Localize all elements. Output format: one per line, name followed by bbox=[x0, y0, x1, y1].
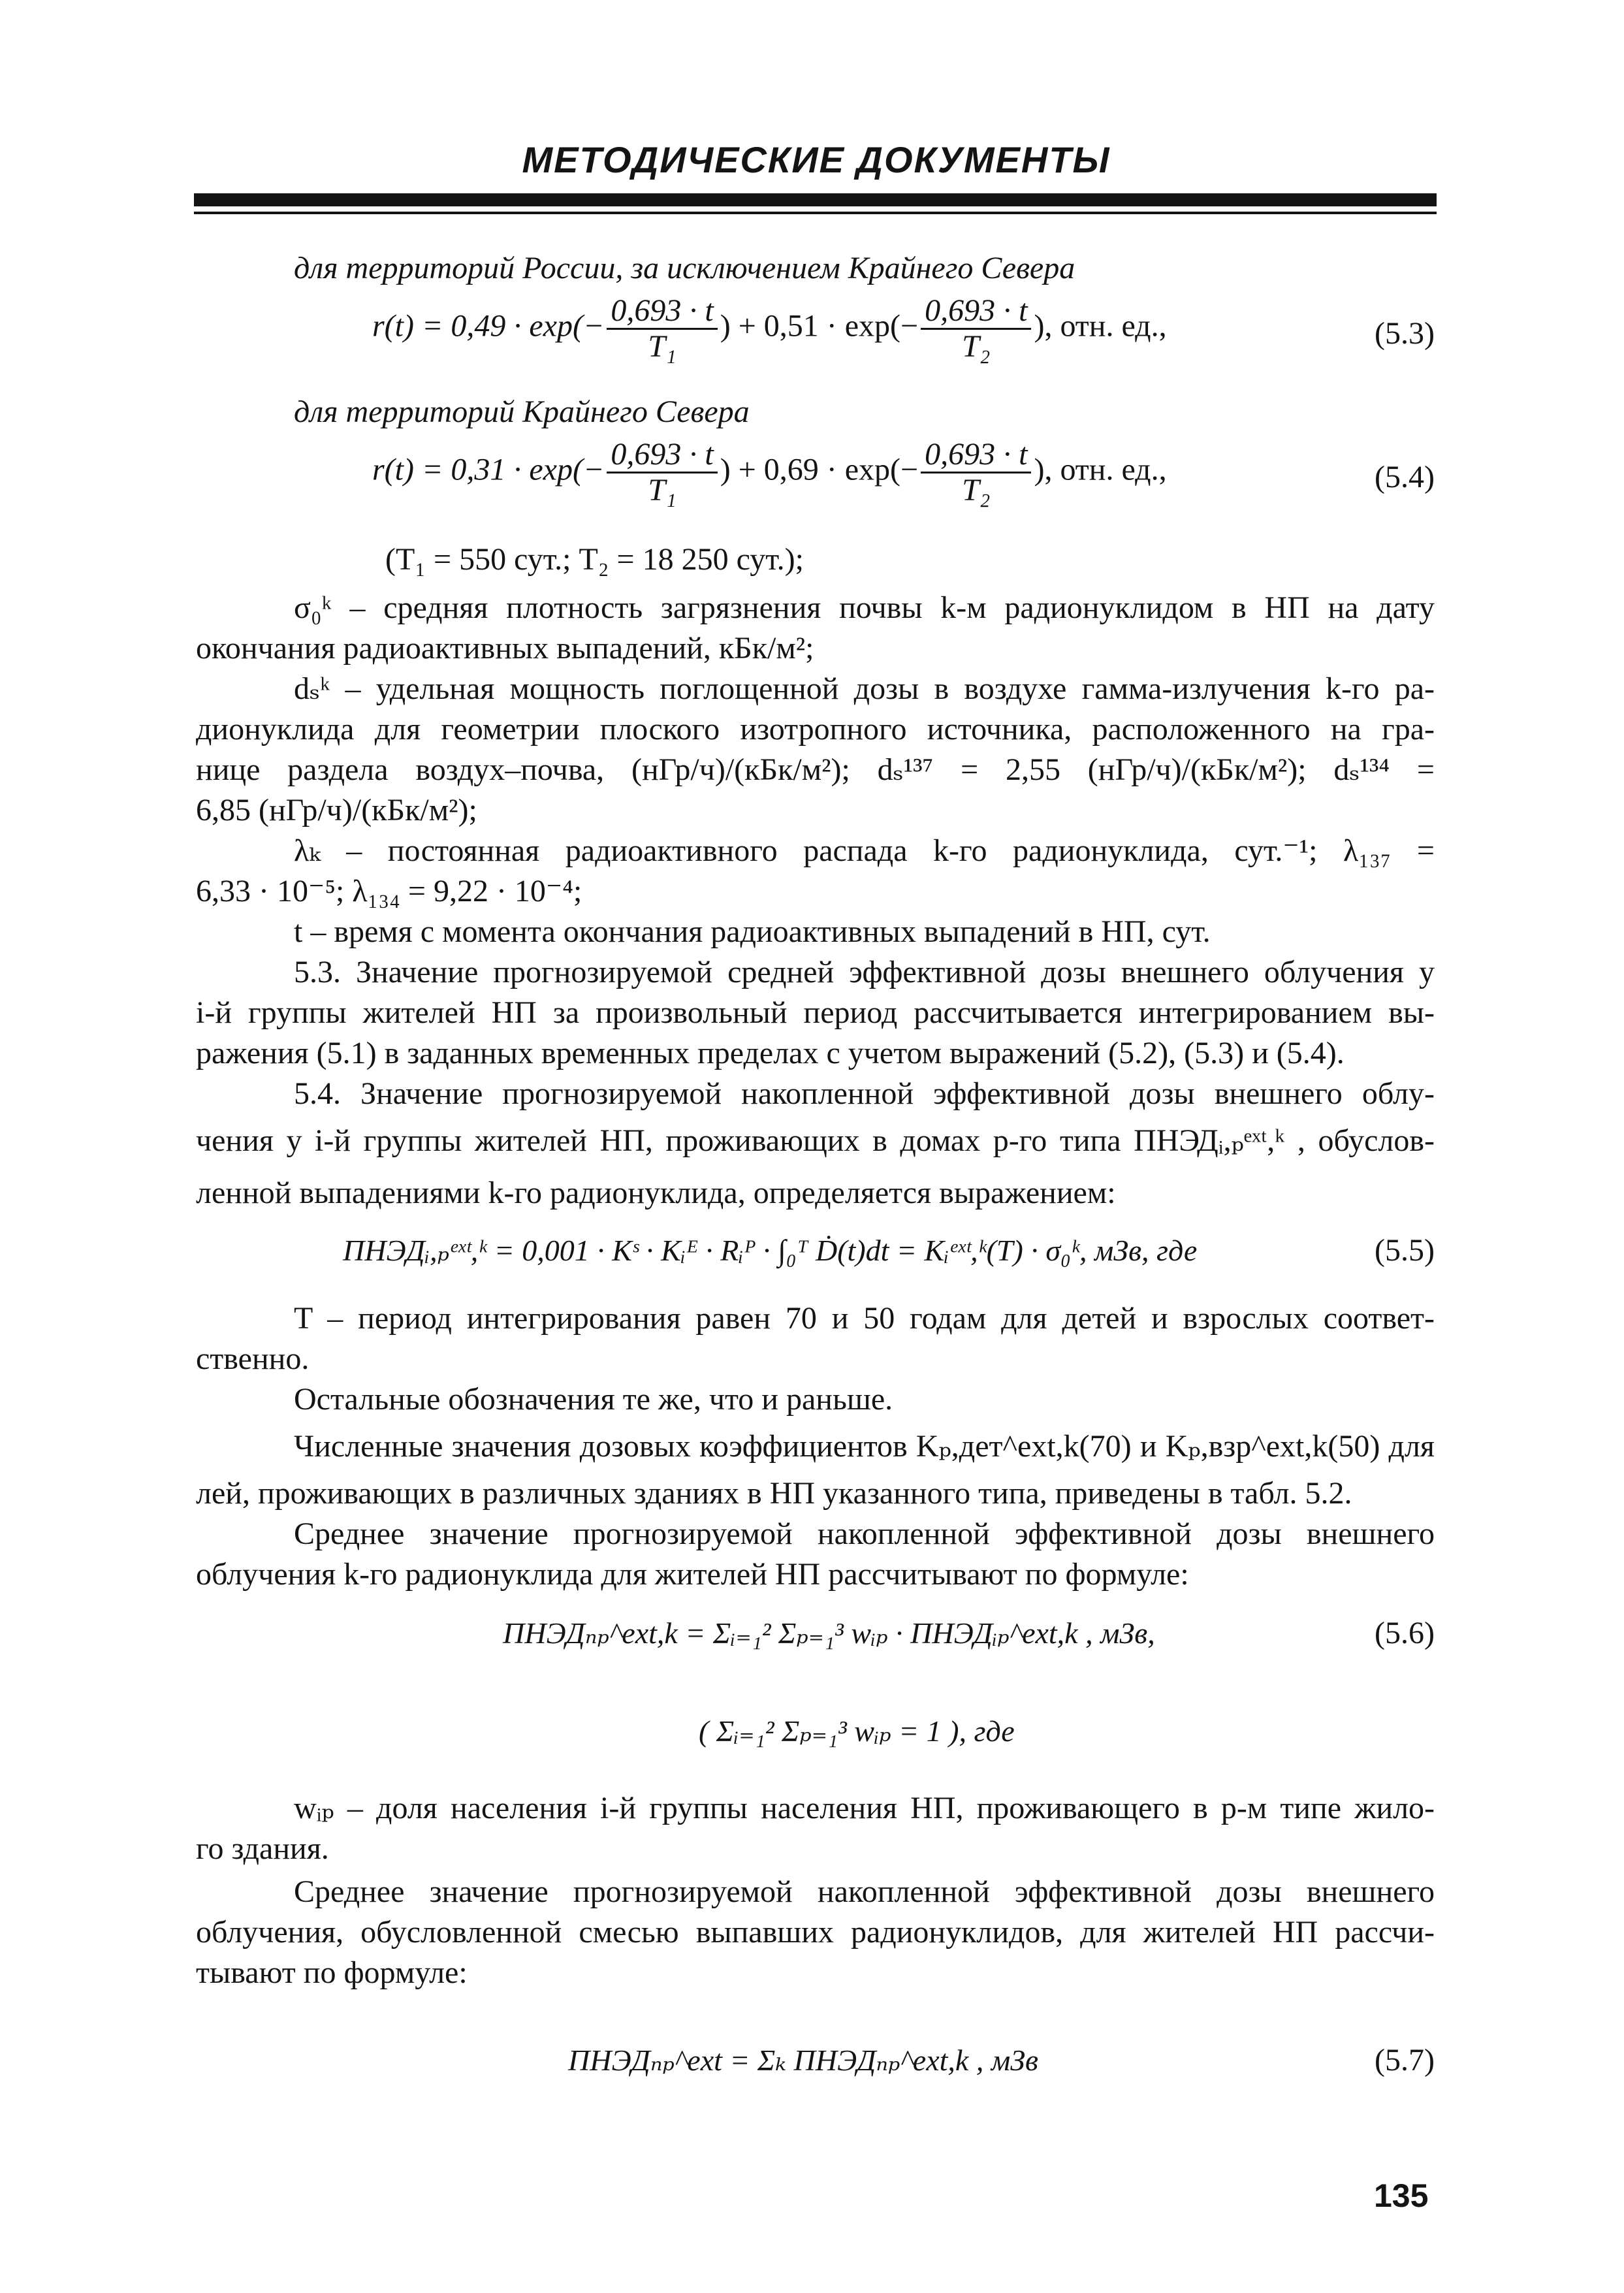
average-value-line-2: облучения k-го радионуклида для жителей НП рассчитывают по формуле: bbox=[196, 1557, 1189, 1592]
eq53-fraction-2 bbox=[921, 294, 1031, 364]
paragraph-5-4-line-1: 5.4. Значение прогнозируемой накопленной эффективной дозы внешнего облу- bbox=[294, 1076, 1435, 1111]
eq54-den2: T₂ bbox=[962, 473, 991, 507]
eq57-number: (5.7) bbox=[1375, 2043, 1435, 2077]
equation-5-5 bbox=[196, 1230, 1435, 1271]
eq53-tail: ), отн. ед., bbox=[1034, 308, 1167, 344]
ds-definition-2: дионуклида для геометрии плоского изотропного источника, расположенного на гра- bbox=[196, 712, 1435, 746]
eq54-number: (5.4) bbox=[1375, 460, 1435, 494]
numeric-values-line-2: лей, проживающих в различных зданиях в НП указанного типа, приведены в табл. 5.2. bbox=[196, 1476, 1352, 1511]
header-rule-thin bbox=[194, 212, 1437, 214]
eq53-fraction-1 bbox=[607, 294, 717, 364]
eq54-lhs: r(t) = 0,31 · exp(− bbox=[372, 452, 605, 487]
paragraph-5-4-line-2: чения у i-й группы жителей НП, проживающих в домах p-го типа ПНЭДᵢ,ₚᵉˣᵗ,ᵏ , обуслов- bbox=[196, 1123, 1435, 1158]
t-values: (T₁ = 550 сут.; T₂ = 18 250 сут.); bbox=[385, 542, 804, 577]
eq53-den2: T₂ bbox=[962, 329, 991, 364]
eq54-num1: 0,693 · t bbox=[607, 438, 717, 473]
wip-definition-1: wᵢₚ – доля населения i-й группы населения НП, проживающего в p-м типе жило- bbox=[294, 1791, 1435, 1825]
eq54-mid: ) + 0,69 · exp(− bbox=[720, 452, 919, 487]
eq53-num2: 0,693 · t bbox=[921, 294, 1031, 330]
eq53-num1: 0,693 · t bbox=[607, 294, 717, 330]
equation-5-3 bbox=[196, 294, 1435, 364]
eq55-expression: ПНЭДᵢ,ₚᵉˣᵗ,ᵏ = 0,001 · Kˢ · Kᵢᴱ · Rᵢᴾ · ∫₀ᵀ Ḋ(t)dt = Kᵢᵉˣᵗ,ᵏ(T) · σ₀ᵏ, мЗв, где bbox=[343, 1234, 1198, 1267]
page-number: 135 bbox=[1374, 2177, 1429, 2214]
sigma-definition-1: σ₀ᵏ – средняя плотность загрязнения почвы k-м радионуклидом в НП на дату bbox=[294, 590, 1435, 625]
header-rule bbox=[194, 193, 1437, 206]
paragraph-5-3-line-1: 5.3. Значение прогнозируемой средней эффективной дозы внешнего облучения у bbox=[294, 955, 1435, 989]
equation-5-4 bbox=[196, 438, 1435, 507]
equation-5-7 bbox=[196, 2040, 1435, 2081]
wip-definition-2: го здания. bbox=[196, 1831, 329, 1866]
T-definition-2: ственно. bbox=[196, 1341, 310, 1376]
sigma-definition-2: окончания радиоактивных выпадений, кБк/м²; bbox=[196, 631, 814, 665]
eq54-den1: T₁ bbox=[648, 473, 677, 507]
eq54-tail: ), отн. ед., bbox=[1034, 452, 1167, 487]
paragraph-5-3-line-2: i-й группы жителей НП за произвольный период рассчитывается интегрированием вы- bbox=[196, 995, 1435, 1030]
eq54-fraction-1 bbox=[607, 438, 717, 507]
mixture-line-1: Среднее значение прогнозируемой накопленной эффективной дозы внешнего bbox=[294, 1874, 1435, 1909]
ds-definition-3: нице раздела воздух–почва, (нГр/ч)/(кБк/м²); dₛ¹³⁷ = 2,55 (нГр/ч)/(кБк/м²); dₛ¹³⁴ = bbox=[196, 752, 1435, 787]
eq53-den1: T₁ bbox=[648, 329, 677, 364]
eq56-number: (5.6) bbox=[1375, 1616, 1435, 1650]
eq55-number: (5.5) bbox=[1375, 1233, 1435, 1268]
paragraph-5-4-line-3: ленной выпадениями k-го радионуклида, определяется выражением: bbox=[196, 1176, 1116, 1210]
heading-russia: для территорий России, за исключением Крайнего Севера bbox=[294, 251, 1075, 285]
T-definition-1: T – период интегрирования равен 70 и 50 годам для детей и взрослых соответ- bbox=[294, 1301, 1435, 1336]
mixture-line-2: облучения, обусловленной смесью выпавших радионуклидов, для жителей НП рассчи- bbox=[196, 1915, 1435, 1949]
eq54-fraction-2 bbox=[921, 438, 1031, 507]
eq53-number: (5.3) bbox=[1375, 316, 1435, 351]
heading-far-north: для территорий Крайнего Севера bbox=[294, 394, 750, 429]
eq53-lhs: r(t) = 0,49 · exp(− bbox=[372, 308, 605, 344]
numeric-values-line-1: Численные значения дозовых коэффициентов Kₚ,дет^ext,k(70) и Kₚ,взр^ext,k(50) для bbox=[294, 1429, 1435, 1464]
page-header-title: МЕТОДИЧЕСКИЕ ДОКУМЕНТЫ bbox=[522, 139, 1111, 180]
mixture-line-3: тывают по формуле: bbox=[196, 1955, 468, 1990]
ds-definition-1: dₛᵏ – удельная мощность поглощенной дозы в воздухе гамма-излучения k-го ра- bbox=[294, 671, 1435, 706]
average-value-line-1: Среднее значение прогнозируемой накопленной эффективной дозы внешнего bbox=[294, 1516, 1435, 1551]
lambda-definition-2: 6,33 · 10⁻⁵; λ₁₃₄ = 9,22 · 10⁻⁴; bbox=[196, 874, 582, 908]
equation-5-6 bbox=[196, 1613, 1435, 1654]
t-definition: t – время с момента окончания радиоактивных выпадений в НП, сут. bbox=[294, 914, 1211, 949]
eq57-expression: ПНЭДₙₚ^ext = Σₖ ПНЭДₙₚ^ext,k , мЗв bbox=[568, 2044, 1038, 2077]
rest-notation: Остальные обозначения те же, что и раньше. bbox=[294, 1382, 893, 1417]
eq53-mid: ) + 0,51 · exp(− bbox=[720, 308, 919, 344]
eq56-expression: ПНЭДₙₚ^ext,k = Σᵢ₌₁² Σₚ₌₁³ wᵢₚ · ПНЭДᵢₚ^ext,k , мЗв, bbox=[503, 1616, 1155, 1650]
lambda-definition-1: λₖ – постоянная радиоактивного распада k-го радионуклида, сут.⁻¹; λ₁₃₇ = bbox=[294, 833, 1435, 868]
paragraph-5-3-line-3: ражения (5.1) в заданных временных пределах с учетом выражений (5.2), (5.3) и (5.4). bbox=[196, 1036, 1345, 1070]
equation-5-6-condition: ( Σᵢ₌₁² Σₚ₌₁³ wᵢₚ = 1 ), где bbox=[699, 1714, 1015, 1748]
ds-definition-4: 6,85 (нГр/ч)/(кБк/м²); bbox=[196, 793, 477, 827]
eq54-num2: 0,693 · t bbox=[921, 438, 1031, 473]
